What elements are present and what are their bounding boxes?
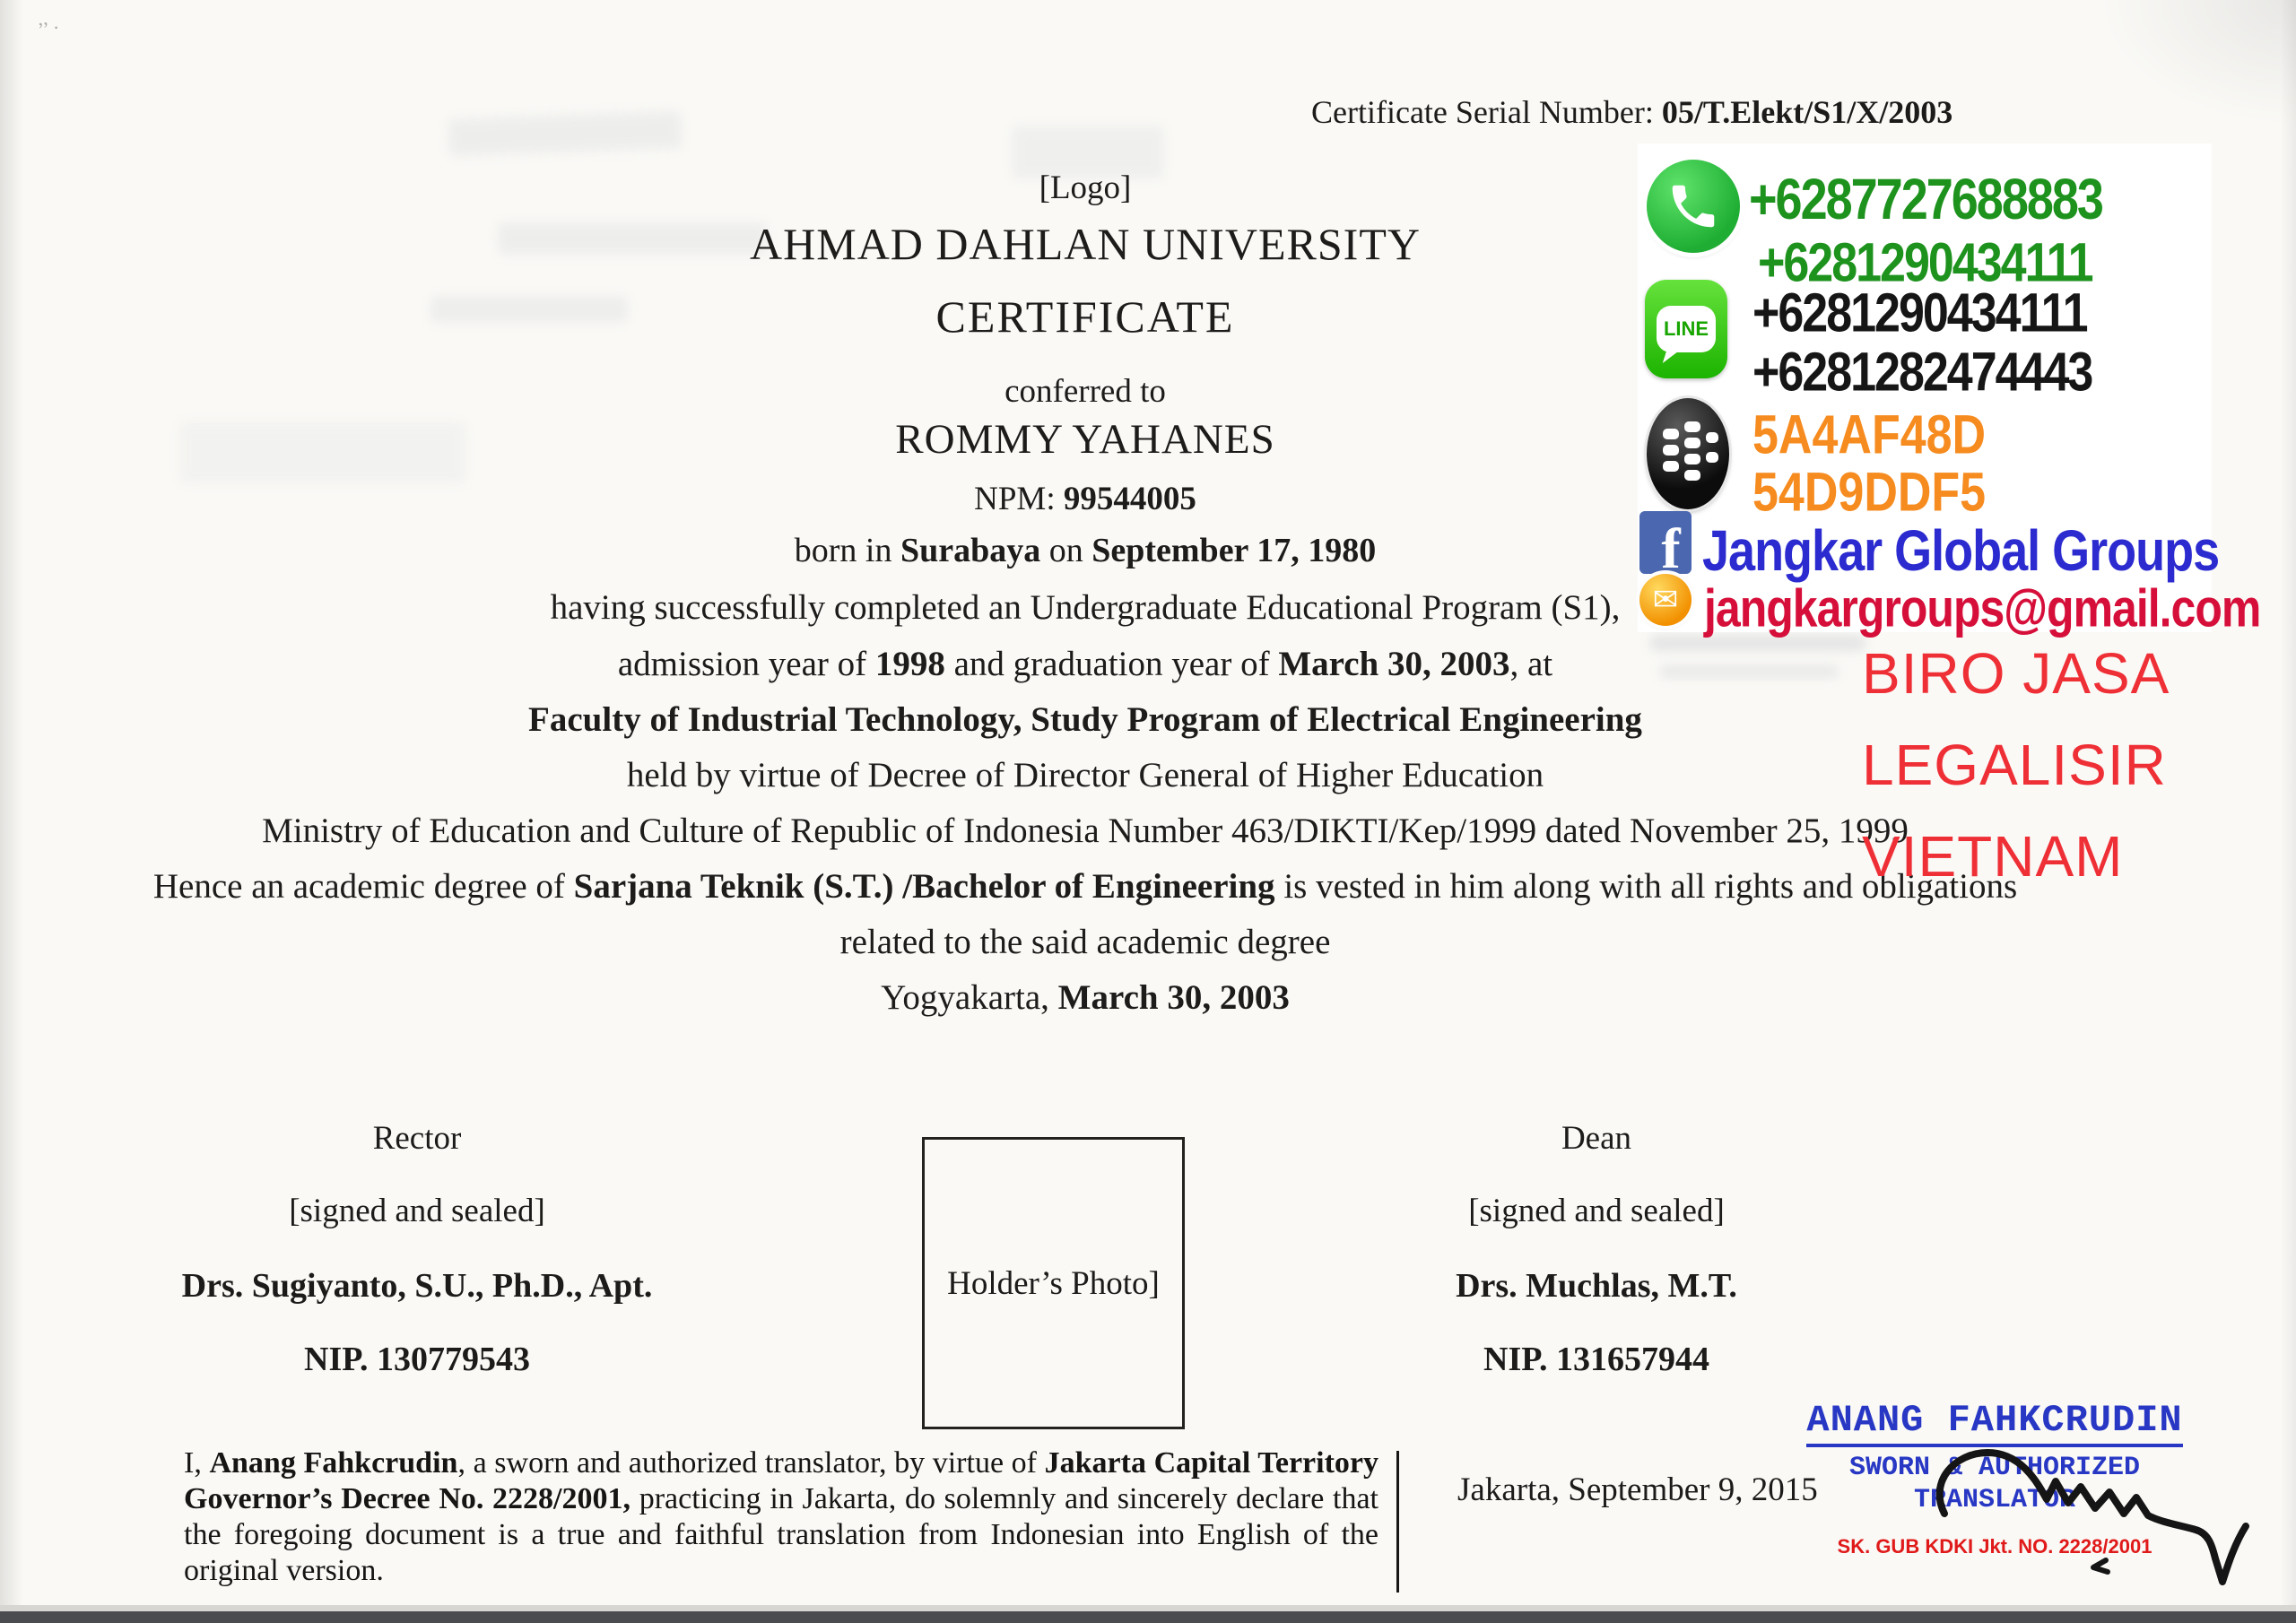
bbm-pin-1: 5A4AF48D xyxy=(1752,404,1987,466)
email-icon-glyph: ✉ xyxy=(1652,584,1679,617)
dean-name: Drs. Muchlas, M.T. xyxy=(1456,1267,1737,1305)
stamp-role-line-2: TRANSLATOR xyxy=(1913,1485,2076,1515)
whatsapp-number-1: +6287727688883 xyxy=(1749,168,2102,231)
rector-role: Rector xyxy=(372,1120,462,1157)
birth-date: September 17, 1980 xyxy=(1091,532,1377,569)
agency-line-3: VIETNAM xyxy=(1862,824,2124,889)
line-icon-label: LINE xyxy=(1663,317,1709,340)
serial-label: Certificate Serial Number: xyxy=(1311,94,1662,130)
dean-nip: NIP. 131657944 xyxy=(1483,1341,1709,1378)
dean-role: Dean xyxy=(1561,1120,1632,1157)
pencil-mark: ’’ · xyxy=(36,15,61,41)
translator-name: Anang Fahkcrudin xyxy=(209,1446,458,1480)
bbm-icon-segment xyxy=(1663,445,1679,456)
decree-reference: Jakarta Capital Territory Governor’s Decree No. 2228/2001, xyxy=(184,1446,1378,1515)
ministry-line: Ministry of Education and Culture of Republic of Indonesia Number 463/DIKTI/Kep/1999 dated November 25, 1999 xyxy=(262,812,1909,850)
holder-name: ROMMY YAHANES xyxy=(895,416,1275,463)
issue-place-date-line: Yogyakarta, March 30, 2003 xyxy=(881,978,1290,1017)
degree-line: Hence an academic degree of Sarjana Teknik (S.T.) /Bachelor of Engineering is vested in him along with all rights and obligations xyxy=(152,867,2018,906)
npm-value: 99544005 xyxy=(1063,481,1196,517)
whatsapp-icon xyxy=(1647,160,1740,253)
serial-number-line xyxy=(1311,93,1952,131)
bbm-icon-segment xyxy=(1684,438,1700,448)
line-icon-bubble xyxy=(1657,306,1716,352)
line-number-1: +6281290434111 xyxy=(1752,282,2087,344)
stamp-sk-number: SK. GUB KDKI Jkt. NO. 2228/2001 xyxy=(1837,1535,2152,1558)
translator-signature xyxy=(1874,1417,2287,1614)
npm-label: NPM: xyxy=(974,481,1064,517)
graduation-date: March 30, 2003 xyxy=(1278,645,1510,683)
holder-photo-box xyxy=(922,1137,1185,1429)
bbm-icon xyxy=(1647,398,1729,509)
bbm-pin-2: 54D9DDF5 xyxy=(1752,462,1987,524)
bbm-icon-segment xyxy=(1706,452,1718,463)
email-icon xyxy=(1639,574,1692,626)
declaration-divider xyxy=(1396,1451,1399,1593)
rector-nip: NIP. 130779543 xyxy=(304,1341,530,1378)
rector-signed-note: [signed and sealed] xyxy=(289,1193,545,1229)
translator-declaration: I, Anang Fahkcrudin, a sworn and authorized translator, by virtue of Jakarta Capital Territory Governor’s Decree No. 2228/2001, practicing in Jakarta, do solemnly and sincerely declare that the foregoing document is a true and faithful translation from Indonesian into English of the original version. xyxy=(184,1446,1378,1587)
stamp-role-line-1: SWORN & AUTHORIZED xyxy=(1848,1453,2141,1483)
scan-edge-right xyxy=(2280,0,2296,1623)
bbm-icon-segment xyxy=(1684,470,1700,481)
scan-edge-left xyxy=(0,0,23,1623)
rector-name: Drs. Sugiyanto, S.U., Ph.D., Apt. xyxy=(181,1267,653,1305)
agency-line-2: LEGALISIR xyxy=(1862,733,2167,797)
email-address: jangkargroups@gmail.com xyxy=(1704,578,2261,638)
bbm-icon-segment xyxy=(1684,421,1700,432)
university-name: AHMAD DAHLAN UNIVERSITY xyxy=(750,219,1421,269)
bbm-icon-segment xyxy=(1663,429,1679,439)
agency-line-1: BIRO JASA xyxy=(1862,641,2170,706)
bbm-icon-segment xyxy=(1684,454,1700,464)
facebook-icon-letter: f xyxy=(1661,516,1681,574)
dean-block xyxy=(1327,1119,1866,1379)
admission-line: admission year of 1998 and graduation year of March 30, 2003, at xyxy=(617,645,1553,683)
ghost-artifact xyxy=(448,110,682,156)
bbm-icon-segment xyxy=(1663,461,1679,472)
holder-photo-label: Holder’s Photo] xyxy=(947,1264,1160,1302)
scan-corner-shadow xyxy=(2099,0,2296,126)
issue-date: March 30, 2003 xyxy=(1057,978,1290,1017)
decree-line: held by virtue of Decree of Director General of Higher Education xyxy=(626,756,1544,794)
program-line: having successfully completed an Undergraduate Educational Program (S1), xyxy=(550,588,1621,627)
stamp-name: ANANG FAHKCRUDIN xyxy=(1806,1399,2182,1447)
translation-date: Jakarta, September 9, 2015 xyxy=(1457,1471,1818,1508)
birth-city: Surabaya xyxy=(900,532,1041,569)
serial-value: 05/T.Elekt/S1/X/2003 xyxy=(1661,94,1953,130)
facebook-icon xyxy=(1639,511,1692,574)
line-number-2: +6281282474443 xyxy=(1752,342,2092,404)
line-icon xyxy=(1645,280,1727,378)
bottom-scan-edge xyxy=(0,1611,2296,1623)
conferred-line: conferred to xyxy=(1004,373,1166,410)
facebook-name: Jangkar Global Groups xyxy=(1702,519,2220,583)
related-line: related to the said academic degree xyxy=(839,923,1331,961)
dean-signed-note: [signed and sealed] xyxy=(1468,1193,1725,1229)
birth-line: born in Surabaya on September 17, 1980 xyxy=(794,532,1377,569)
faculty-line: Faculty of Industrial Technology, Study Program of Electrical Engineering xyxy=(528,700,1642,739)
certificate-title: CERTIFICATE xyxy=(935,291,1235,342)
bbm-icon-segment xyxy=(1706,432,1718,443)
rector-block xyxy=(148,1119,686,1379)
admission-year: 1998 xyxy=(874,645,945,683)
whatsapp-number-2: +6281290434111 xyxy=(1758,232,2092,294)
degree-name: Sarjana Teknik (S.T.) /Bachelor of Engineering xyxy=(573,867,1275,906)
logo-placeholder: [Logo] xyxy=(1039,169,1132,206)
